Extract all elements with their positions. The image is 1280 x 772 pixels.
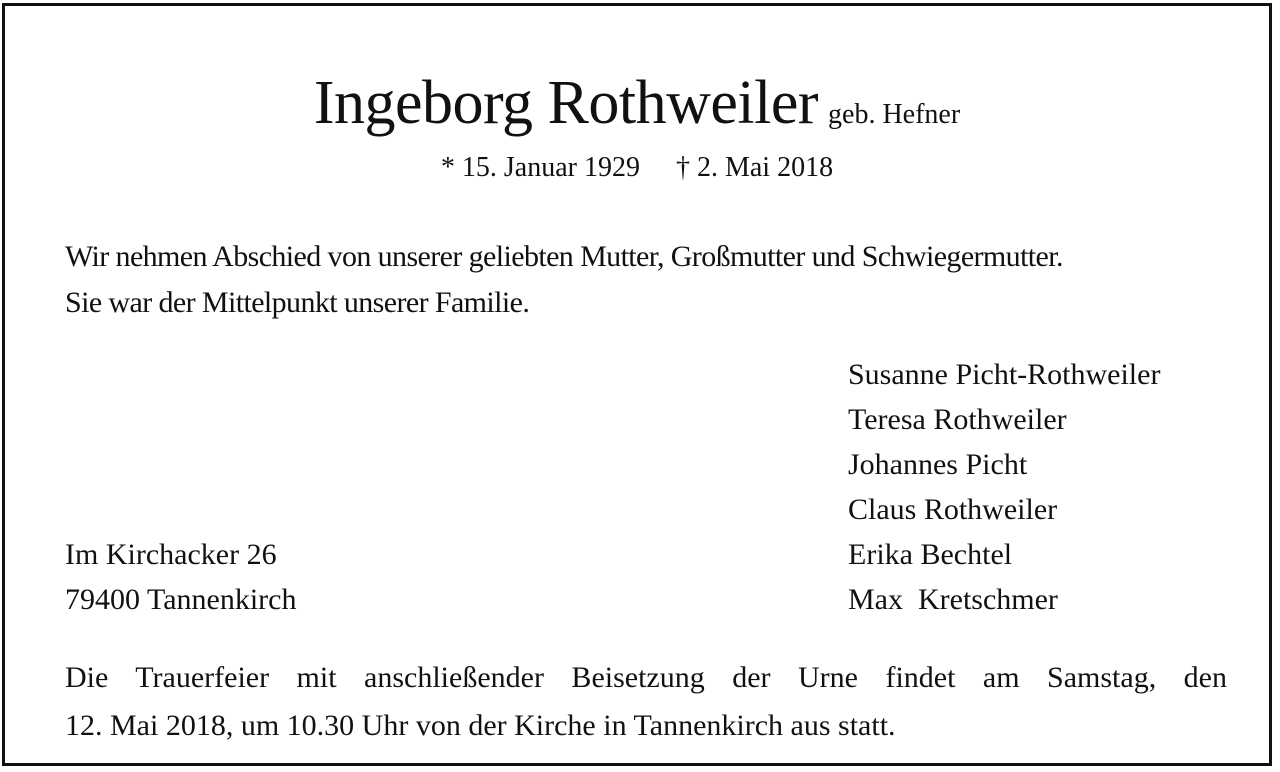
deceased-name-line xyxy=(5,68,1269,139)
family-member: Susanne Picht-Rothweiler xyxy=(848,358,1161,391)
birth-date: * 15. Januar 1929 xyxy=(440,152,640,183)
service-line: Die Trauerfeier mit anschließender Beisetzung der Urne findet am Samstag, den xyxy=(65,661,1227,694)
service-line: 12. Mai 2018, um 10.30 Uhr von der Kirche in Tannenkirch aus statt. xyxy=(65,709,896,742)
address-street: Im Kirchacker 26 xyxy=(65,538,277,571)
farewell-line: Sie war der Mittelpunkt unserer Familie. xyxy=(65,286,530,319)
family-member: Claus Rothweiler xyxy=(848,493,1058,526)
maiden-name: geb. Hefner xyxy=(828,99,961,130)
family-signatures xyxy=(848,352,1160,622)
mourning-address xyxy=(65,532,296,622)
life-dates xyxy=(5,152,1269,184)
family-member: Erika Bechtel xyxy=(848,538,1013,571)
family-member: Max Kretschmer xyxy=(848,583,1058,616)
deceased-name: Ingeborg Rothweiler xyxy=(313,69,819,137)
family-member: Teresa Rothweiler xyxy=(848,403,1067,436)
address-city: 79400 Tannenkirch xyxy=(65,583,297,616)
funeral-service-text xyxy=(65,654,1227,750)
family-member: Johannes Picht xyxy=(848,448,1028,481)
farewell-line: Wir nehmen Abschied von unserer geliebten Mutter, Großmutter und Schwiegermutter. xyxy=(65,240,1063,273)
farewell-text xyxy=(65,234,1235,326)
death-date: † 2. Mai 2018 xyxy=(675,152,834,183)
obituary-notice xyxy=(2,3,1272,766)
